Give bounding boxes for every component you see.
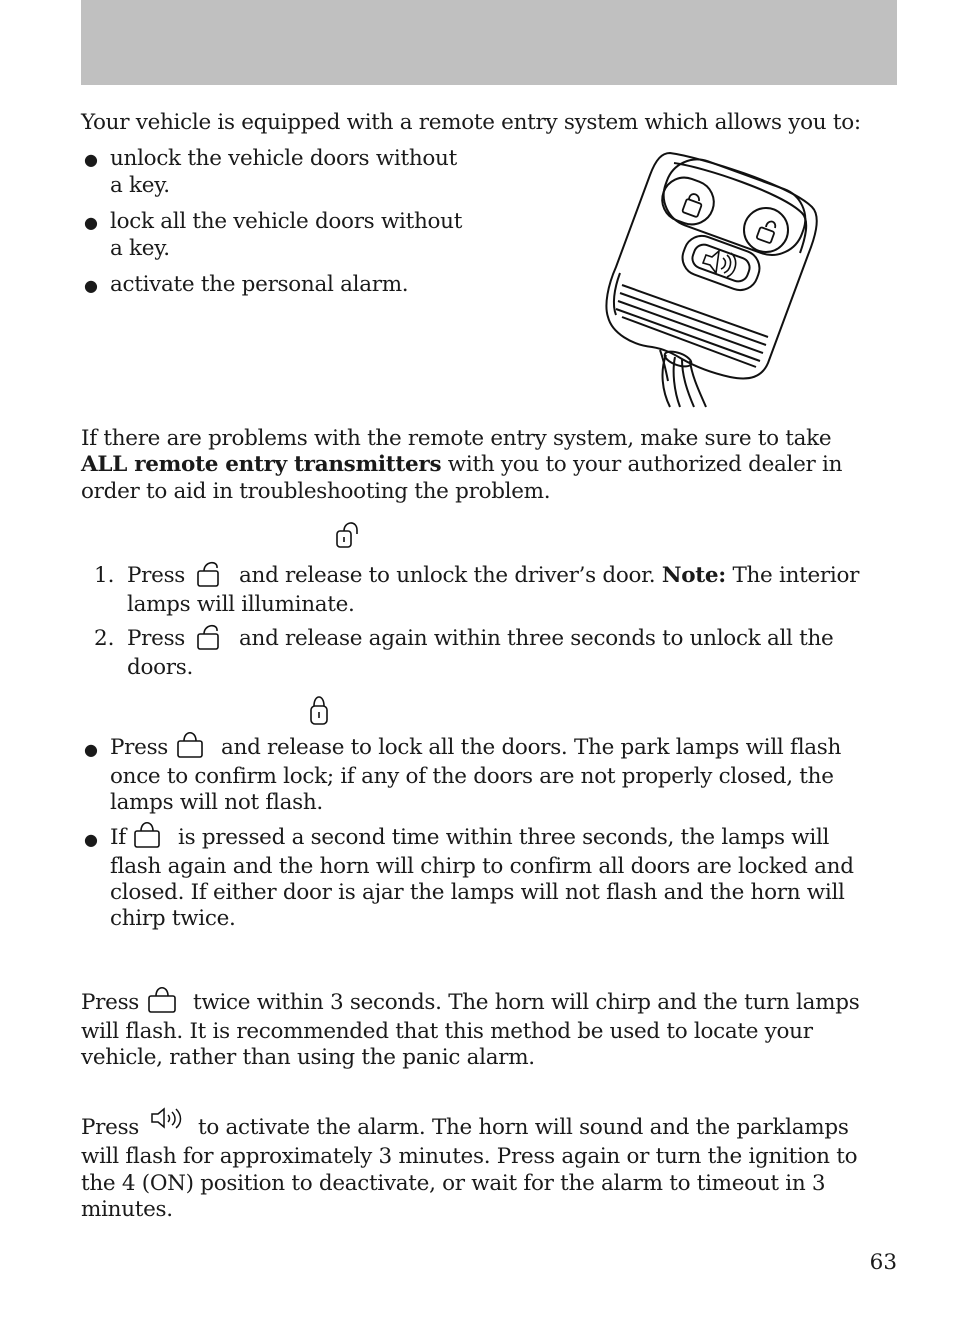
bullet-dot: ● bbox=[84, 740, 98, 759]
intro-bullet-2-line1: lock all the vehicle doors without bbox=[110, 209, 463, 234]
note-text: The interior bbox=[732, 563, 860, 588]
alarm-line3: the 4 (ON) position to deactivate, or wait for the alarm to timeout in 3 bbox=[81, 1171, 826, 1196]
intro-bullet-1-line2: a key. bbox=[110, 173, 170, 198]
unlock-icon bbox=[756, 221, 775, 243]
lock-bullet-2-lead: If bbox=[110, 825, 126, 850]
intro-bullet-3: activate the personal alarm. bbox=[110, 272, 409, 297]
lock-bullet-1-line1: and release to lock all the doors. The park lamps will flash bbox=[221, 735, 842, 760]
locate-line3: vehicle, rather than using the panic alarm. bbox=[81, 1045, 535, 1070]
alarm-line2: will flash for approximately 3 minutes. Press again or turn the ignition to bbox=[81, 1144, 858, 1169]
step-number: 2. bbox=[94, 626, 115, 651]
lock-bullet-2-line1: is pressed a second time within three seconds, the lamps will bbox=[178, 825, 830, 850]
panic-alarm-icon bbox=[703, 251, 736, 277]
unlock-icon bbox=[335, 518, 361, 550]
lock-icon bbox=[308, 693, 332, 727]
step-1-line1 bbox=[239, 563, 859, 590]
section-header-bar bbox=[81, 0, 897, 85]
step-2-line1: and release again within three seconds to unlock all the bbox=[239, 626, 834, 651]
panic-alarm-icon bbox=[150, 1106, 184, 1132]
problems-post: with you to your authorized dealer in bbox=[441, 452, 843, 477]
step-1-line2: lamps will illuminate. bbox=[127, 592, 355, 617]
lock-bullet-2-line3: closed. If either door is ajar the lamps will not flash and the horn will bbox=[110, 880, 845, 905]
lock-bullet-1-lead: Press bbox=[110, 735, 169, 760]
step-number: 1. bbox=[94, 563, 115, 588]
step-1-press: Press bbox=[127, 563, 186, 588]
lock-bullet-2-line2: flash again and the horn will chirp to confirm all doors are locked and bbox=[110, 854, 854, 879]
bullet-dot: ● bbox=[84, 276, 98, 295]
step-2-press: Press bbox=[127, 626, 186, 651]
locate-line2: will flash. It is recommended that this method be used to locate your bbox=[81, 1019, 813, 1044]
bullet-dot: ● bbox=[84, 830, 98, 849]
problems-line-1: If there are problems with the remote entry system, make sure to take bbox=[81, 426, 832, 451]
locate-line1: twice within 3 seconds. The horn will chirp and the turn lamps bbox=[193, 990, 860, 1015]
lock-bullet-1-line2: once to confirm lock; if any of the doors are not properly closed, the bbox=[110, 764, 834, 789]
problems-line-3: order to aid in troubleshooting the problem. bbox=[81, 479, 551, 504]
alarm-line1: to activate the alarm. The horn will sound and the parklamps bbox=[198, 1115, 849, 1140]
intro-bullet-1-line1: unlock the vehicle doors without bbox=[110, 146, 457, 171]
lock-icon bbox=[147, 983, 179, 1015]
lock-bullet-1-line3: lamps will not flash. bbox=[110, 790, 323, 815]
page-number: 63 bbox=[869, 1250, 897, 1275]
bullet-dot: ● bbox=[84, 213, 98, 232]
locate-lead: Press bbox=[81, 990, 140, 1015]
step-1-text: and release to unlock the driver’s door. bbox=[239, 563, 656, 588]
lock-bullet-2-line4: chirp twice. bbox=[110, 906, 236, 931]
note-label: Note: bbox=[661, 563, 726, 588]
intro-text: Your vehicle is equipped with a remote entry system which allows you to: bbox=[81, 110, 861, 135]
problems-line-2 bbox=[81, 452, 842, 479]
problems-bold: ALL remote entry transmitters bbox=[81, 452, 442, 477]
remote-key-fob-illustration bbox=[600, 145, 825, 410]
intro-bullet-2-line2: a key. bbox=[110, 236, 170, 261]
step-2-line2: doors. bbox=[127, 655, 193, 680]
unlock-icon bbox=[196, 557, 222, 589]
lock-icon bbox=[682, 194, 702, 217]
lock-icon bbox=[133, 818, 163, 850]
bullet-dot: ● bbox=[84, 150, 98, 169]
unlock-icon bbox=[196, 620, 222, 652]
alarm-line4: minutes. bbox=[81, 1197, 173, 1222]
lock-icon bbox=[176, 728, 206, 760]
alarm-lead: Press bbox=[81, 1115, 140, 1140]
